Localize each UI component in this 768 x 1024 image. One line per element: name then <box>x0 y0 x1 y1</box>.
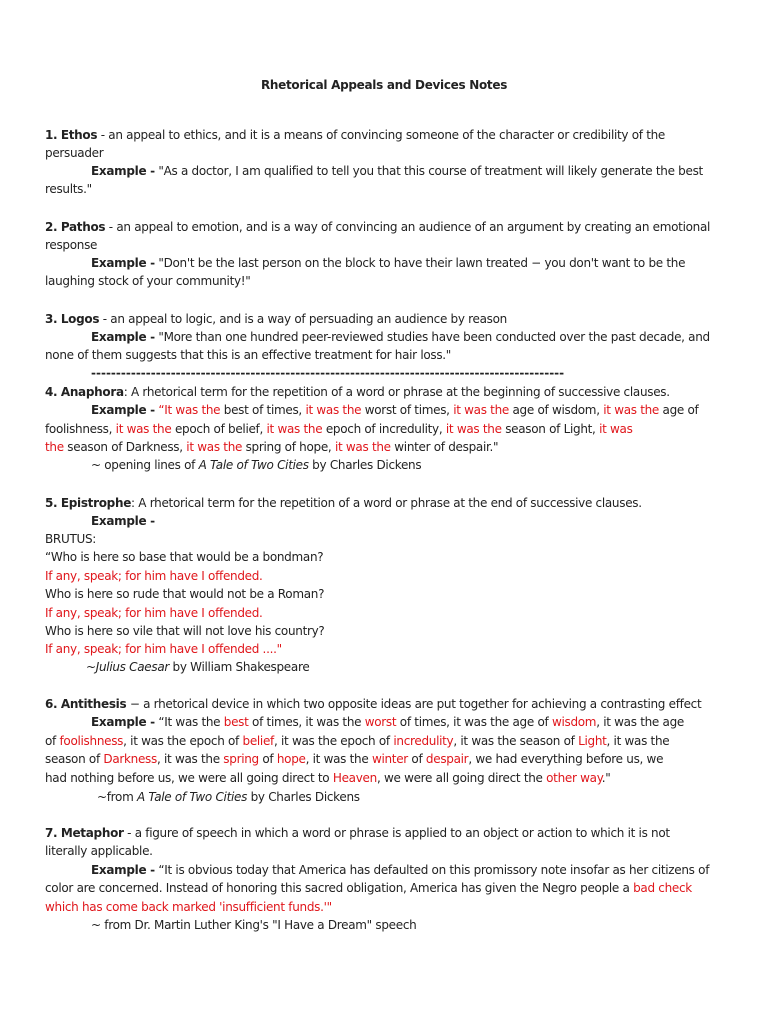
metaphor-citation: ~ from Dr. Martin Luther King's "I Have a Dream" speech <box>91 918 417 932</box>
antithesis-text: , it was the age <box>596 715 684 729</box>
anaphora-text: foolishness, <box>45 422 116 436</box>
antithesis-text: of <box>258 752 277 766</box>
antithesis-text: of <box>407 752 426 766</box>
antithesis-definition <box>45 695 701 713</box>
metaphor-def-line-2: literally applicable. <box>45 844 153 858</box>
page-title: Rhetorical Appeals and Devices Notes <box>260 78 508 92</box>
ethos-example-line-2: results." <box>45 182 92 196</box>
pathos-example-line-1: "Don't be the last person on the block to have their lawn treated − you don't want to be the <box>154 256 686 270</box>
antithesis-text: “It was the <box>154 715 224 729</box>
antithesis-example-line-3 <box>45 750 663 768</box>
logos-def-line-1: - an appeal to logic, and is a way of persuading an audience by reason <box>99 312 507 326</box>
anaphora-citation <box>91 456 421 474</box>
antithesis-highlight: hope <box>276 752 306 766</box>
section-separator: ----------------------------------------------------------------------------------------------- <box>91 366 565 380</box>
anaphora-highlight: “It was the <box>158 403 221 417</box>
metaphor-example-line-1 <box>91 861 709 879</box>
antithesis-highlight: wisdom <box>551 715 597 729</box>
antithesis-text: of <box>45 734 60 748</box>
metaphor-example-line-3: which has come back marked 'insufficient funds.'" <box>45 900 332 914</box>
pathos-def-line-2: response <box>45 238 98 252</box>
epistrophe-term: Epistrophe <box>60 496 132 510</box>
antithesis-text: had nothing before us, we were all going direct to <box>45 771 333 785</box>
metaphor-text: color are concerned. Instead of honoring this sacred obligation, America has given the Negro people a <box>45 881 634 895</box>
antithesis-highlight: worst <box>364 715 397 729</box>
epistrophe-refrain-3: If any, speak; for him have I offended ...." <box>45 642 282 656</box>
antithesis-text: , it was the <box>305 752 372 766</box>
epistrophe-line-5: Who is here so vile that will not love his country? <box>45 624 325 638</box>
antithesis-text: , it was the season of <box>453 734 579 748</box>
ethos-example-line-1: "As a doctor, I am qualified to tell you that this course of treatment will likely generate the best <box>154 164 703 178</box>
pathos-example-line-2: laughing stock of your community!" <box>45 274 251 288</box>
epistrophe-example-row <box>91 512 155 530</box>
anaphora-text: best of times, <box>220 403 306 417</box>
metaphor-definition <box>45 824 670 842</box>
pathos-example <box>91 254 685 272</box>
logos-definition <box>45 310 507 328</box>
antithesis-highlight: best <box>223 715 249 729</box>
anaphora-highlight: it was the <box>603 403 660 417</box>
citation-suffix: by Charles Dickens <box>308 458 422 472</box>
antithesis-example-line-1 <box>91 713 684 731</box>
anaphora-text: age of wisdom, <box>508 403 604 417</box>
antithesis-term: Antithesis <box>60 697 127 711</box>
epistrophe-refrain-2: If any, speak; for him have I offended. <box>45 606 263 620</box>
antithesis-text: of times, it <box>396 715 461 729</box>
pathos-definition <box>45 218 710 236</box>
anaphora-highlight: it was <box>599 422 633 436</box>
antithesis-highlight: Darkness <box>103 752 157 766</box>
anaphora-example-line-2 <box>45 420 633 438</box>
citation-prefix: ~ opening lines of <box>91 458 199 472</box>
antithesis-text: , it was the <box>606 734 670 748</box>
pathos-example-label: Example - <box>91 256 155 270</box>
antithesis-highlight: incredulity <box>393 734 454 748</box>
anaphora-text: epoch of belief, <box>171 422 267 436</box>
antithesis-example-line-4 <box>45 769 611 787</box>
logos-example-line-1: "More than one hundred peer-reviewed studies have been conducted over the past decade, and <box>154 330 710 344</box>
antithesis-highlight: Light <box>578 734 607 748</box>
epistrophe-definition <box>45 494 642 512</box>
anaphora-text: spring of hope, <box>242 440 335 454</box>
antithesis-text: ." <box>601 771 611 785</box>
anaphora-highlight: it was the <box>445 422 502 436</box>
anaphora-term: Anaphora <box>60 385 124 399</box>
antithesis-text: , it was the epoch of <box>273 734 394 748</box>
antithesis-highlight: winter <box>371 752 408 766</box>
antithesis-text: of times, it was the <box>248 715 365 729</box>
antithesis-number: 6. <box>45 697 58 711</box>
ethos-term: Ethos <box>60 128 98 142</box>
anaphora-definition <box>45 383 670 401</box>
anaphora-example-line-3 <box>45 438 498 456</box>
logos-example-line-2: none of them suggests that this is an effective treatment for hair loss." <box>45 348 452 362</box>
epistrophe-citation <box>86 658 309 676</box>
epistrophe-line-1: “Who is here so base that would be a bondman? <box>45 550 324 564</box>
pathos-def-line-1: - an appeal to emotion, and is a way of convincing an audience of an argument by creating an emotional <box>105 220 711 234</box>
pathos-number: 2. <box>45 220 58 234</box>
pathos-term: Pathos <box>60 220 106 234</box>
citation-work-title: Julius Caesar <box>95 660 170 674</box>
antithesis-highlight: foolishness <box>59 734 124 748</box>
epistrophe-example-label: Example - <box>91 514 155 528</box>
anaphora-example-line-1 <box>91 401 698 419</box>
antithesis-citation <box>97 788 360 806</box>
citation-prefix: ~from <box>97 790 137 804</box>
anaphora-def-text: : A rhetorical term for the repetition of a word or phrase at the beginning of successive clauses. <box>123 385 670 399</box>
logos-number: 3. <box>45 312 58 326</box>
antithesis-text: , we had everything before us, we <box>468 752 664 766</box>
citation-suffix: by Charles Dickens <box>247 790 360 804</box>
citation-suffix: by William Shakespeare <box>169 660 310 674</box>
metaphor-def-line-1: - a figure of speech in which a word or phrase is applied to an object or action to which it is not <box>123 826 670 840</box>
citation-prefix: ~ <box>86 660 96 674</box>
metaphor-example-line-2 <box>45 879 692 897</box>
epistrophe-number: 5. <box>45 496 58 510</box>
anaphora-highlight: it was the <box>305 403 362 417</box>
metaphor-highlight: bad check <box>633 881 692 895</box>
anaphora-highlight: it was the <box>453 403 509 417</box>
anaphora-text: winter of despair." <box>390 440 499 454</box>
ethos-example-label: Example - <box>91 164 155 178</box>
antithesis-text: , it was the <box>156 752 224 766</box>
antithesis-text: , it was the epoch of <box>123 734 243 748</box>
metaphor-example-label: Example - <box>91 863 155 877</box>
antithesis-highlight: spring <box>223 752 259 766</box>
epistrophe-line-3: Who is here so rude that would not be a Roman? <box>45 587 325 601</box>
antithesis-highlight: belief <box>242 734 274 748</box>
antithesis-text: , we were all going direct the <box>376 771 547 785</box>
anaphora-text: worst of times, <box>361 403 454 417</box>
anaphora-highlight: it was the <box>186 440 243 454</box>
citation-work-title: A Tale of Two Cities <box>198 458 309 472</box>
logos-example <box>91 328 710 346</box>
metaphor-number: 7. <box>45 826 58 840</box>
citation-work-title: A Tale of Two Cities <box>137 790 248 804</box>
antithesis-example-label: Example - <box>91 715 155 729</box>
antithesis-text: was the age of <box>460 715 552 729</box>
antithesis-example-line-2 <box>45 732 669 750</box>
anaphora-highlight: it was the <box>266 422 323 436</box>
anaphora-highlight: the <box>45 440 64 454</box>
antithesis-text: season of <box>45 752 104 766</box>
anaphora-text: epoch of incredulity, <box>322 422 446 436</box>
anaphora-text: season of Light, <box>501 422 600 436</box>
anaphora-highlight: it was the <box>115 422 172 436</box>
antithesis-highlight: other way <box>546 771 602 785</box>
anaphora-number: 4. <box>45 385 58 399</box>
anaphora-text: season of Darkness, <box>63 440 187 454</box>
metaphor-term: Metaphor <box>60 826 124 840</box>
ethos-definition <box>45 126 665 144</box>
ethos-example <box>91 162 703 180</box>
antithesis-def-text: − a rhetorical device in which two opposite ideas are put together for achieving a contrasting effect <box>126 697 702 711</box>
metaphor-text: “It is obvious today that America has defaulted on this promissory note insofar as her citizens of <box>154 863 710 877</box>
logos-example-label: Example - <box>91 330 155 344</box>
ethos-def-line-2: persuader <box>45 146 104 160</box>
anaphora-text: age of <box>659 403 699 417</box>
antithesis-highlight: Heaven <box>332 771 377 785</box>
logos-term: Logos <box>60 312 100 326</box>
antithesis-highlight: despair <box>425 752 469 766</box>
ethos-def-line-1: - an appeal to ethics, and it is a means of convincing someone of the character or credibility of the <box>97 128 666 142</box>
epistrophe-def-text: : A rhetorical term for the repetition of a word or phrase at the end of successive clauses. <box>131 496 642 510</box>
epistrophe-speaker: BRUTUS: <box>45 532 97 546</box>
anaphora-highlight: it was the <box>334 440 391 454</box>
ethos-number: 1. <box>45 128 58 142</box>
epistrophe-refrain-1: If any, speak; for him have I offended. <box>45 569 263 583</box>
anaphora-example-label: Example - <box>91 403 155 417</box>
